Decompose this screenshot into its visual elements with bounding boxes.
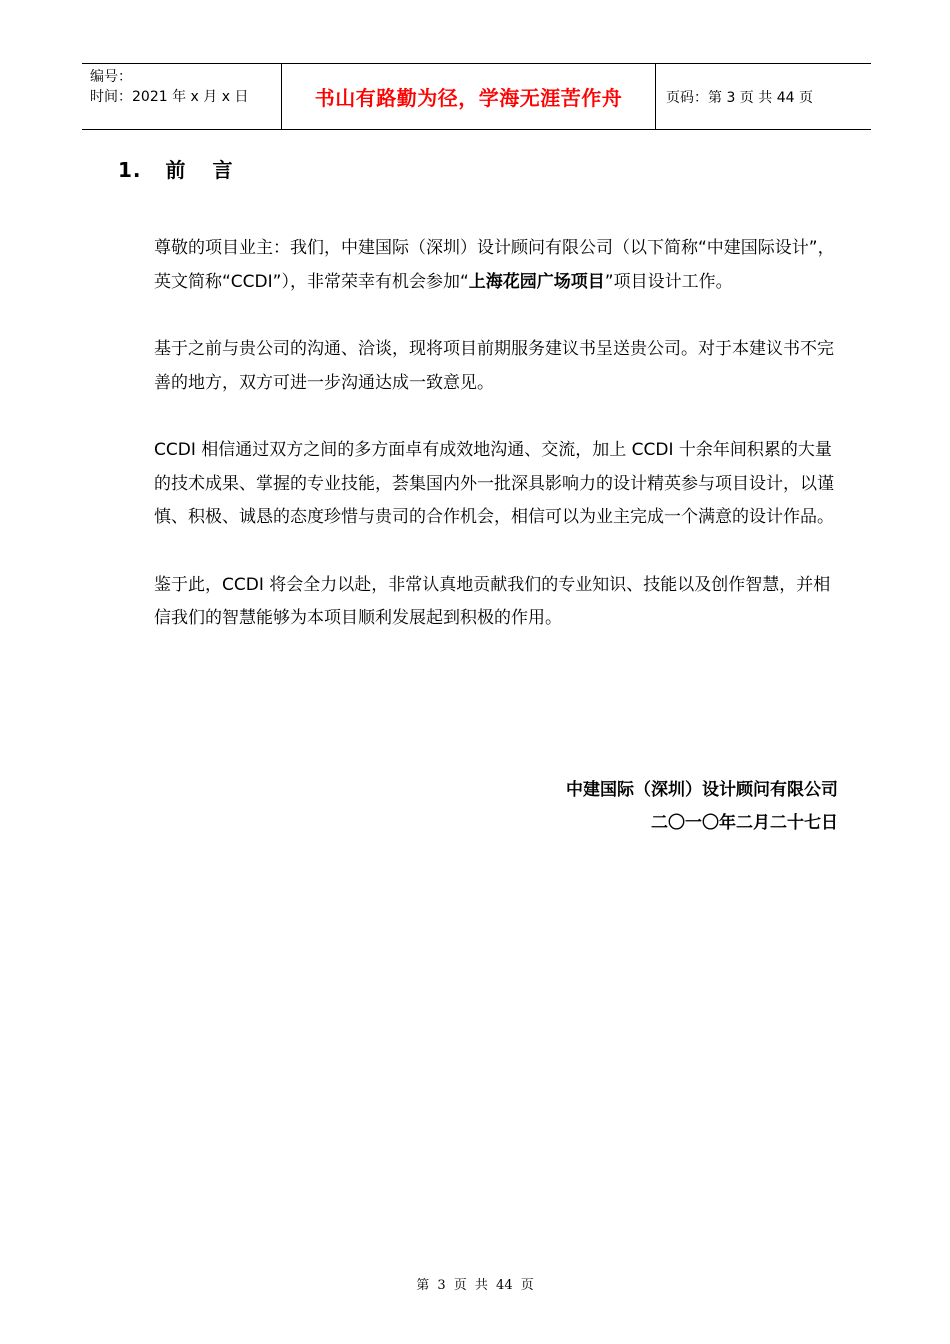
header-table xyxy=(82,63,871,130)
header-meta-cell xyxy=(82,64,282,129)
paragraph-2: 基于之前与贵公司的沟通、洽谈，现将项目前期服务建议书呈送贵公司。对于本建议书不完善的地方，双方可进一步沟通达成一致意见。 xyxy=(154,339,834,393)
signature-date: 二〇一〇年二月二十七日 xyxy=(651,813,838,833)
header-page-cell xyxy=(656,64,871,129)
paragraph-1-text-a: 尊敬的项目业主：我们，中建国际（深圳）设计顾问有限公司（以下简称“中建国际设计”，英文简称“CCDI”），非常荣幸有机会参加“ xyxy=(154,238,835,292)
body-content xyxy=(154,232,844,670)
header-motto: 书山有路勤为径，学海无涯苦作舟 xyxy=(314,86,623,110)
signature-block xyxy=(566,774,838,840)
paragraph-1 xyxy=(154,232,844,299)
paragraph-3: CCDI 相信通过双方之间的多方面卓有成效地沟通、交流，加上 CCDI 十余年间积累的大量的技术成果、掌握的专业技能，荟集国内外一批深具影响力的设计精英参与项目设计，以谨慎、积极、诚恳的态度珍惜与贵司的合作机会，相信可以为业主完成一个满意的设计作品。 xyxy=(154,440,834,527)
project-name: 上海花园广场项目 xyxy=(468,271,605,292)
signature-company: 中建国际（深圳）设计顾问有限公司 xyxy=(566,780,838,800)
section-title xyxy=(118,154,234,183)
section-number: 1. xyxy=(118,158,142,182)
page-footer: 第 3 页 共 44 页 xyxy=(416,1278,534,1293)
paragraph-4: 鉴于此，CCDI 将会全力以赴，非常认真地贡献我们的专业知识、技能以及创作智慧，并相信我们的智慧能够为本项目顺利发展起到积极的作用。 xyxy=(154,574,831,628)
paragraph-1-text-b: ”项目设计工作。 xyxy=(604,271,733,292)
section-title-char-1: 前 xyxy=(165,158,187,182)
header-page-info: 页码：第 3 页 共 44 页 xyxy=(666,89,813,106)
section-title-char-2: 言 xyxy=(212,158,234,182)
code-label: 编号： xyxy=(90,69,132,85)
header-motto-cell xyxy=(282,64,656,129)
time-label: 时间：2021 年 x 月 x 日 xyxy=(90,89,249,105)
